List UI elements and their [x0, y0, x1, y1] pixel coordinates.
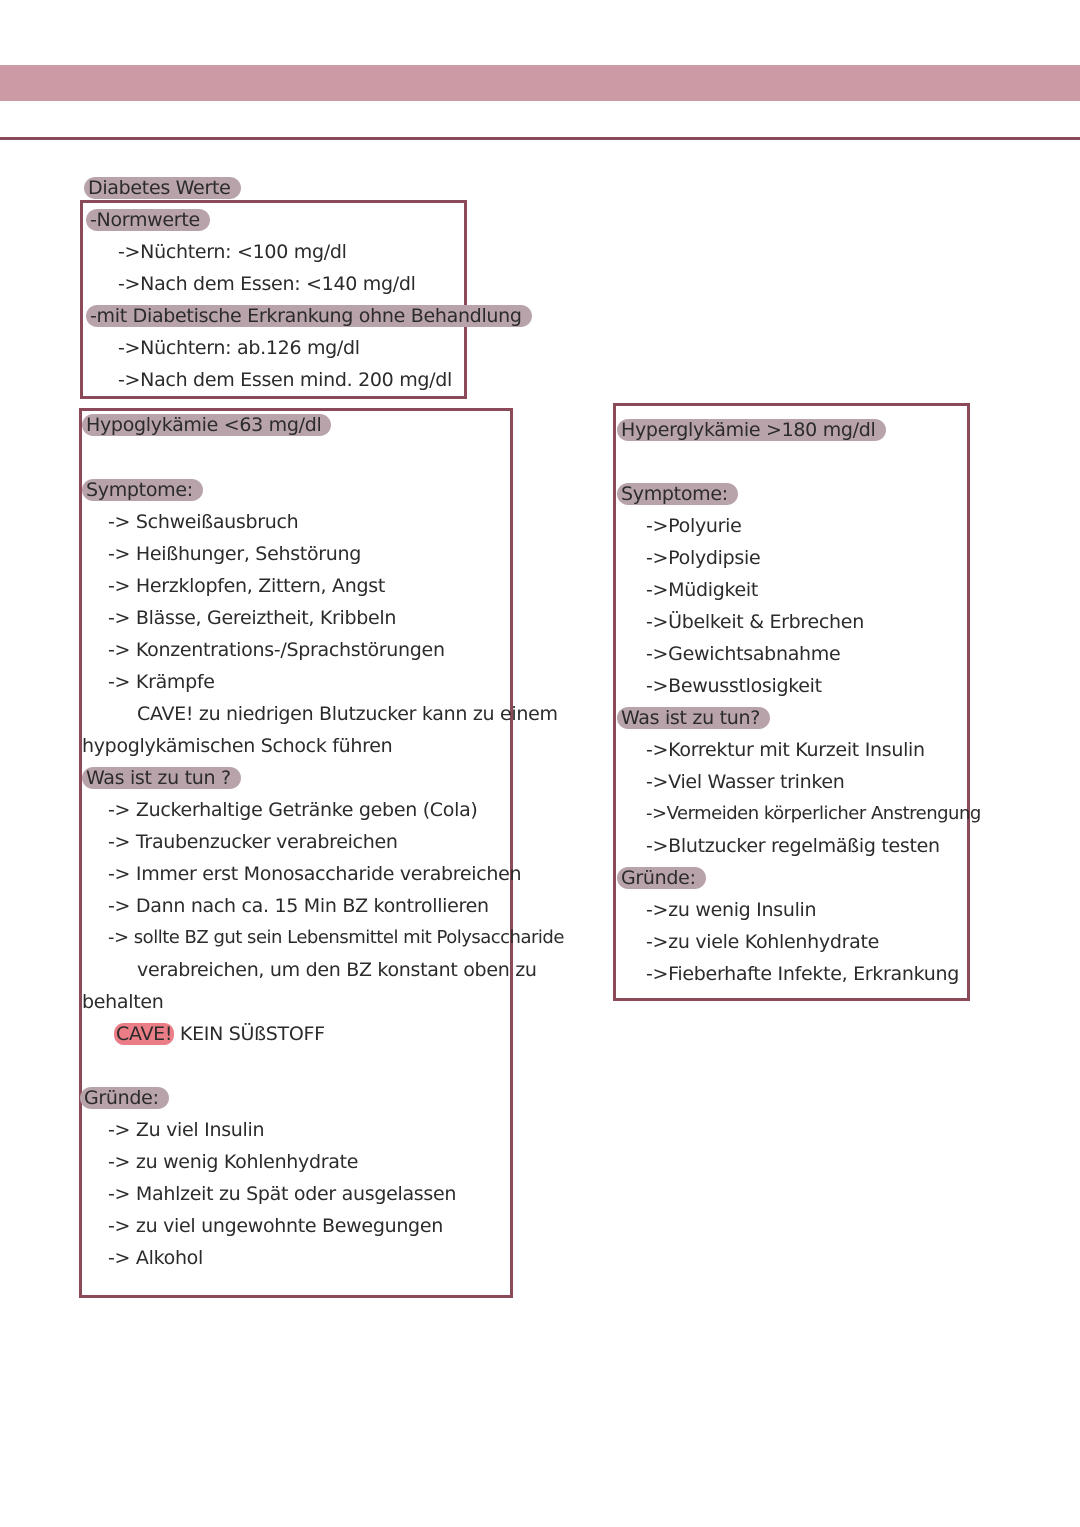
hyper-todo-item: ->Vermeiden körperlicher Anstrengung — [646, 803, 981, 824]
hypo-symptoms-heading: Symptome: — [82, 479, 203, 501]
hypo-symptom: -> Blässe, Gereiztheit, Kribbeln — [108, 607, 397, 629]
hyper-symptom: ->Gewichtsabnahme — [646, 643, 841, 665]
hypo-todo-item: -> sollte BZ gut sein Lebensmittel mit Polysaccharide — [108, 927, 564, 948]
hyper-symptom: ->Polyurie — [646, 515, 742, 537]
hypo-symptom: -> Heißhunger, Sehstörung — [108, 543, 362, 565]
normal-values-heading: -Normwerte — [86, 209, 210, 231]
hyper-reason: ->Fieberhafte Infekte, Erkrankung — [646, 963, 959, 985]
hypo-todo-heading: Was ist zu tun ? — [82, 767, 241, 789]
hyper-reason: ->zu wenig Insulin — [646, 899, 817, 921]
hyper-todo-item: ->Korrektur mit Kurzeit Insulin — [646, 739, 925, 761]
hypo-todo-item: -> Traubenzucker verabreichen — [108, 831, 398, 853]
hyper-reasons-heading: Gründe: — [617, 867, 706, 889]
hypo-symptom: -> Krämpfe — [108, 671, 215, 693]
hypo-todo-continuation-1: verabreichen, um den BZ konstant oben zu — [137, 959, 537, 981]
untreated-fasting: ->Nüchtern: ab.126 mg/dl — [118, 337, 360, 359]
hyper-symptom: ->Bewusstlosigkeit — [646, 675, 822, 697]
hypo-reason: -> Mahlzeit zu Spät oder ausgelassen — [108, 1183, 457, 1205]
hypo-reason: -> Alkohol — [108, 1247, 203, 1269]
cave-warning-word: CAVE! — [116, 1023, 173, 1045]
hypo-title: Hypoglykämie <63 mg/dl — [82, 414, 331, 436]
header-band — [0, 65, 1080, 101]
hyper-todo-heading: Was ist zu tun? — [617, 707, 770, 729]
hyper-todo-item: ->Viel Wasser trinken — [646, 771, 845, 793]
hypo-todo-continuation-2: behalten — [82, 991, 164, 1013]
diabetes-title: Diabetes Werte — [84, 177, 241, 199]
hyper-symptom: ->Polydipsie — [646, 547, 761, 569]
hypo-reason: -> Zu viel Insulin — [108, 1119, 265, 1141]
hypo-reasons-heading: Gründe: — [80, 1087, 169, 1109]
hyper-title: Hyperglykämie >180 mg/dl — [617, 419, 886, 441]
hypo-cave-line-1: CAVE! zu niedrigen Blutzucker kann zu einem — [137, 703, 558, 725]
untreated-after-meal: ->Nach dem Essen mind. 200 mg/dl — [118, 369, 453, 391]
hypo-todo-item: -> Zuckerhaltige Getränke geben (Cola) — [108, 799, 478, 821]
hypo-todo-item: -> Immer erst Monosaccharide verabreichen — [108, 863, 522, 885]
no-sweetener-text: KEIN SÜßSTOFF — [174, 1023, 325, 1045]
normal-after-meal: ->Nach dem Essen: <140 mg/dl — [118, 273, 416, 295]
hyper-symptom: ->Übelkeit & Erbrechen — [646, 611, 864, 633]
hyper-symptoms-heading: Symptome: — [617, 483, 738, 505]
hypo-reason: -> zu viel ungewohnte Bewegungen — [108, 1215, 443, 1237]
hypo-todo-item: -> Dann nach ca. 15 Min BZ kontrollieren — [108, 895, 489, 917]
normal-fasting: ->Nüchtern: <100 mg/dl — [118, 241, 347, 263]
hypo-symptom: -> Konzentrations-/Sprachstörungen — [108, 639, 445, 661]
hyper-todo-item: ->Blutzucker regelmäßig testen — [646, 835, 940, 857]
hypo-cave-line-2: hypoglykämischen Schock führen — [82, 735, 393, 757]
hypo-symptom: -> Herzklopfen, Zittern, Angst — [108, 575, 385, 597]
hyper-reason: ->zu viele Kohlenhydrate — [646, 931, 879, 953]
hypo-reason: -> zu wenig Kohlenhydrate — [108, 1151, 359, 1173]
untreated-heading: -mit Diabetische Erkrankung ohne Behandlung — [86, 305, 532, 327]
hypo-symptom: -> Schweißausbruch — [108, 511, 299, 533]
header-divider — [0, 137, 1080, 140]
hyper-symptom: ->Müdigkeit — [646, 579, 759, 601]
